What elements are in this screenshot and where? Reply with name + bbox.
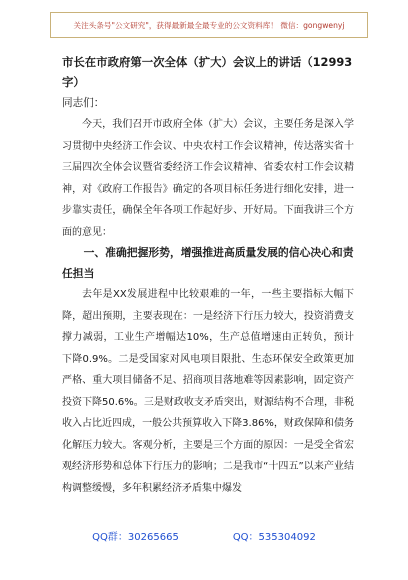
document-title: 市长在市政府第一次全体（扩大）会议上的讲话（12993字） [62,55,353,89]
greeting: 同志们： [62,97,105,109]
intro-paragraph: 今天，我们召开市政府全体（扩大）会议，主要任务是深入学习贯彻中央经济工作会议、中央农村工作会议精神，传达落实省十三届四次全体会议暨省委经济工作会议精神、省委农村工作会议精神，对《政府工作报告》确定的各项目标任务进行细化安排，进一步靠实责任，确保全年各项工作起好步、开好局。下面我讲三个方面的意见： [62,119,354,238]
qq-group-link[interactable]: QQ群：30265665 [92,532,179,543]
document-body [62,52,354,499]
promo-banner [50,12,368,38]
contact-footer [0,528,408,544]
body-paragraph: 去年是XX发展进程中比较艰难的一年，一些主要指标大幅下降，超出预期，主要表现在：一是经济下行压力较大，投资消费支撑力减弱，工业生产增幅达10%，生产总值增速由正转负，预计下降0.9%。二是受国家对风电项目限批、生态环保安全政策更加严格、重大项目储备不足、招商项目落地难等因素影响，固定资产投资下降50.6%。三是财政收支矛盾突出，财源结构不合理，非税收入占比近四成，一般公共预算收入下降3.86%，财政保障和债务化解压力较大。客观分析，主要是三个方面的原因：一是受全省宏观经济形势和总体下行压力的影响；二是我市“十四五”以来产业结构调整缓慢，多年积累经济矛盾集中爆发 [62,289,354,494]
promo-banner-text: 关注头条号"公文研究"，获得最新最全最专业的公文资料库！ 微信：gongwenyj [73,20,345,30]
qq-contact-link[interactable]: QQ：535304092 [232,532,316,543]
section-heading: 一、准确把握形势，增强推进高质量发展的信心决心和责任担当 [62,246,354,280]
